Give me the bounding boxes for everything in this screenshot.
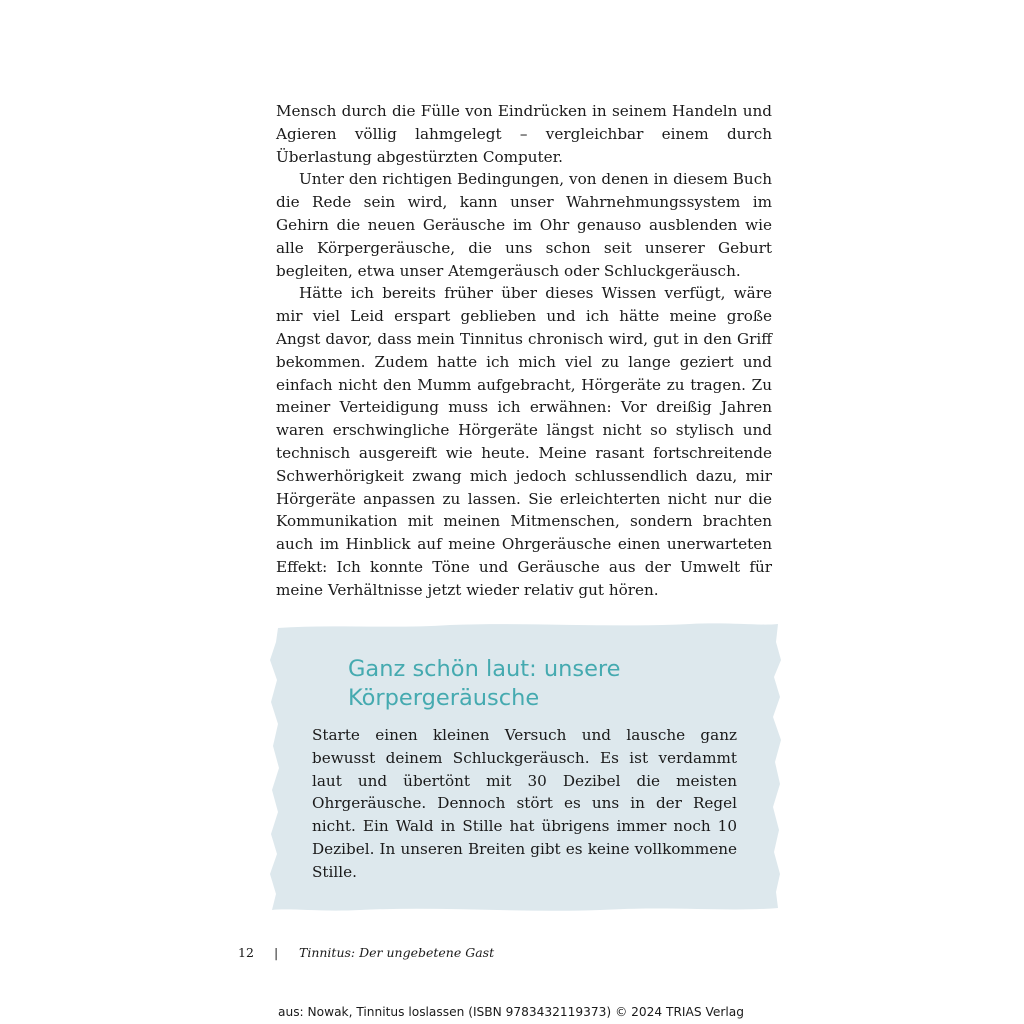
running-title: Tinnitus: Der ungebetene Gast — [299, 945, 495, 960]
copyright-notice: aus: Nowak, Tinnitus loslassen (ISBN 9783432119373) © 2024 TRIAS Verlag — [278, 1005, 744, 1019]
paragraph-3: Hätte ich bereits früher über dieses Wissen verfügt, wäre mir viel Leid erspart geblieben und ich hätte meine große Angst davor, dass mein Tinnitus chronisch wird, gut in den Griff bekommen. Zudem hatte ich mich viel zu lange geziert und einfach nicht den Mumm aufgebracht, Hörgeräte zu tragen. Zu meiner Verteidigung muss ich erwähnen: Vor dreißig Jahren waren erschwingliche Hörgeräte längst nicht so stylisch und technisch ausgereift wie heute. Meine rasant fortschreitende Schwerhörigkeit zwang mich jedoch schlussendlich dazu, mir Hörgeräte anpassen zu lassen. Sie erleichterten nicht nur die Kommunikation mit meinen Mitmenschen, sondern brachten auch im Hinblick auf meine Ohrgeräusche einen unerwarteten Effekt: Ich konnte Töne und Geräusche aus der Umwelt für meine Verhältnisse jetzt wieder relativ gut hören. — [276, 284, 772, 599]
paragraph-2: Unter den richtigen Bedingungen, von denen in diesem Buch die Rede sein wird, kann unser Wahrnehmungssystem im Gehirn die neuen Geräusche im Ohr genauso ausblenden wie alle Körpergeräusche, die uns schon seit unserer Geburt begleiten, etwa unser Atemgeräusch oder Schluckgeräusch. — [276, 170, 772, 280]
box-title — [348, 655, 748, 713]
box-title-line-2: Körpergeräusche — [348, 685, 540, 711]
main-text — [276, 100, 772, 602]
box-text: Starte einen kleinen Versuch und lausche ganz bewusst deinem Schluckgeräusch. Es ist verdammt laut und übertönt mit 30 Dezibel die meisten Ohrgeräusche. Dennoch stört es uns in der Regel nicht. Ein Wald in Stille hat übrigens immer noch 10 Dezibel. In unseren Breiten gibt es keine vollkommene Stille. — [312, 726, 737, 881]
info-box — [270, 622, 782, 912]
box-title-line-1: Ganz schön laut: unsere — [348, 656, 621, 682]
footer-separator: | — [274, 945, 279, 960]
paragraph-1: Mensch durch die Fülle von Eindrücken in seinem Handeln und Agieren völlig lahmgelegt – vergleichbar einem durch Überlastung abgestürzten Computer. — [276, 102, 772, 166]
page-number: 12 — [238, 945, 254, 960]
